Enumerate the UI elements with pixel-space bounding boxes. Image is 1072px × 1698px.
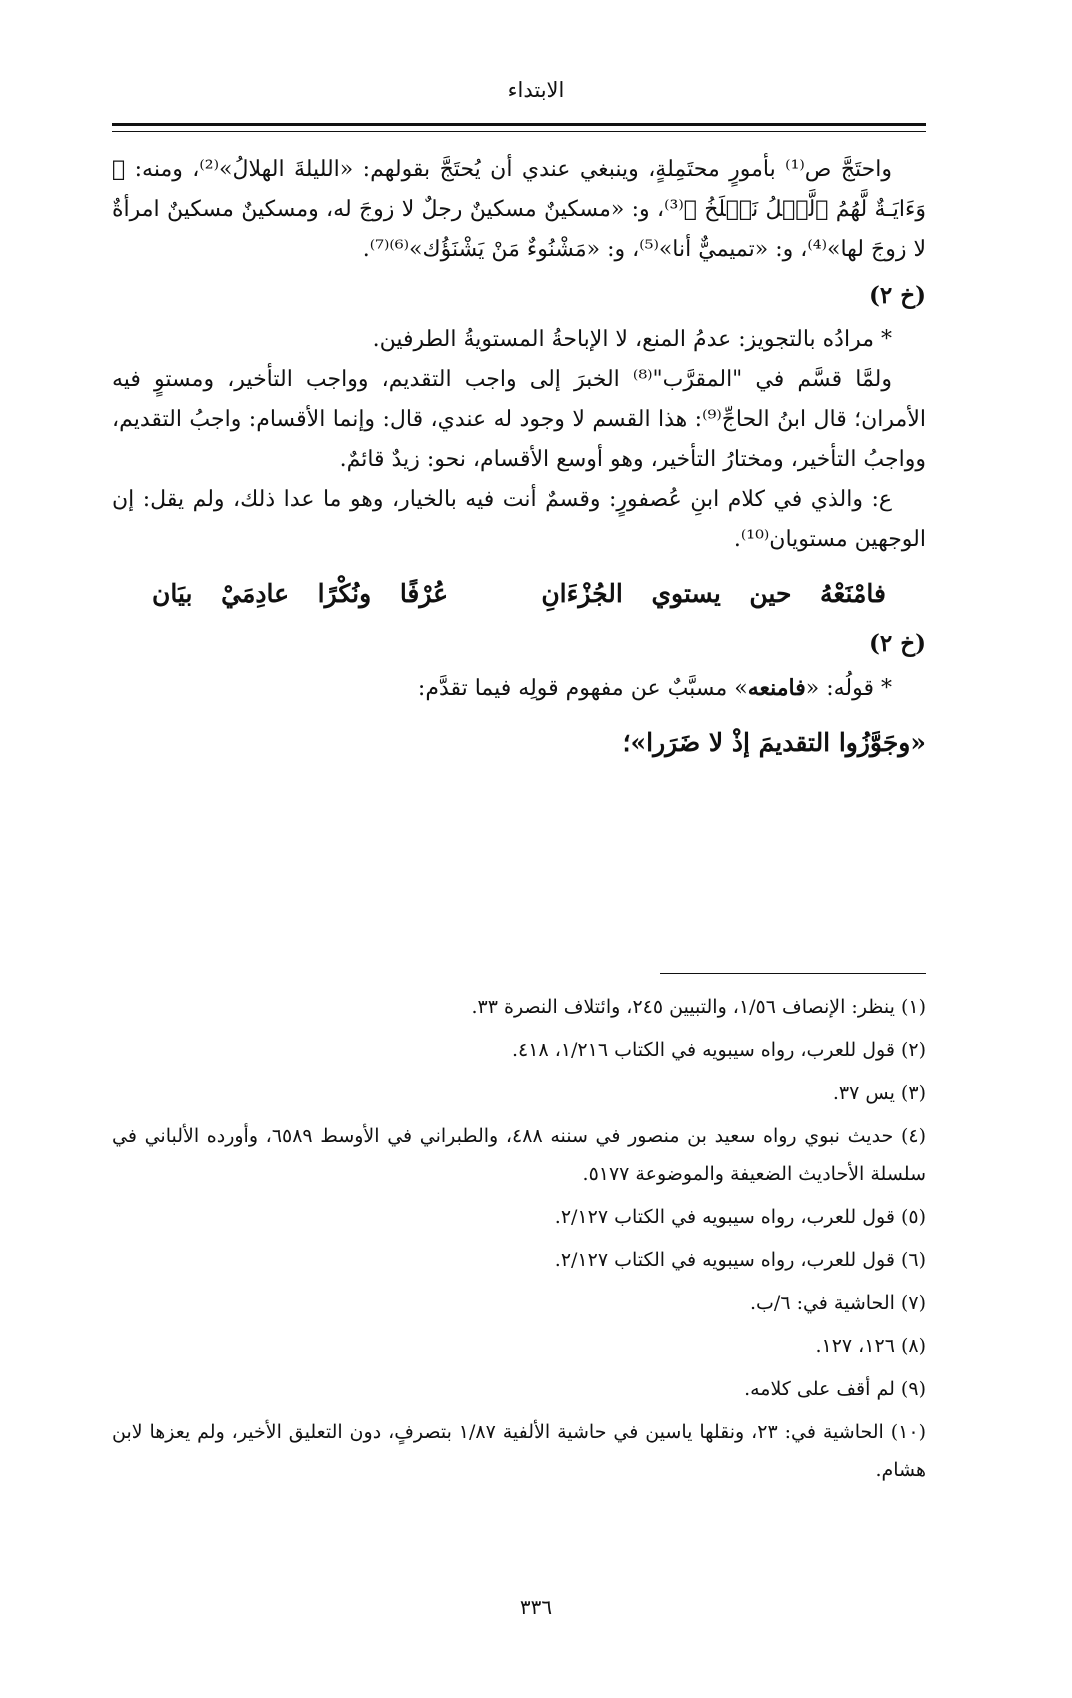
- verse-word: يستوي: [651, 579, 721, 608]
- paragraph-2: * مرادُه بالتجويز: عدمُ المنع، لا الإباحةُ المستويةُ الطرفين.: [372, 327, 892, 352]
- manuscript-marker: (خ ٢): [869, 630, 926, 657]
- footnote-divider: [660, 973, 926, 974]
- verse-word: الجُزْءَانِ: [541, 579, 623, 608]
- paragraph-5: [112, 668, 926, 709]
- footnote: (٢) قول للعرب، رواه سيبويه في الكتاب ١/٢١٦، ٤١٨.: [511, 1039, 926, 1061]
- poetry-verse: [152, 574, 886, 614]
- verse-word: فامْنَعْهُ: [820, 579, 886, 608]
- quote-rest: » مسبَّبٌ عن مفهوم قولِه فيما تقدَّم:: [417, 676, 748, 701]
- footnote: (٤) حديث نبوي رواه سعيد بن منصور في سننه ٤٨٨، والطبراني في الأوسط ٦٥٨٩، وأورده الألباني في سلسلة الأحاديث الضعيفة والموضوعة ٥١٧٧.: [112, 1125, 927, 1185]
- footnote: (١) ينظر: الإنصاف ١/٥٦، والتبيين ٢٤٥، وائتلاف النصرة ٣٣.: [471, 996, 926, 1018]
- header-rule-thin: [112, 131, 926, 132]
- quoted-verse: «وجَوَّزُوا التقديمَ إذْ لا ضَرَرا»؛: [622, 728, 926, 757]
- verse-word: ونُكْرًا: [317, 579, 372, 608]
- quote-open: * قولُه: «: [805, 676, 892, 701]
- manuscript-marker: (خ ٢): [869, 282, 926, 309]
- footnote: (٣) يس ٣٧.: [832, 1082, 926, 1104]
- quoted-word: فامنعه: [747, 675, 806, 701]
- verse-word: عادِمَيْ: [221, 579, 290, 608]
- verse-word: حين: [749, 579, 792, 608]
- paragraph-1: واحتَجَّ ص⁽¹⁾ بأمورٍ محتَمِلةٍ، وينبغي عندي أن يُحتَجَّ بقولهم: «الليلةَ الهلالُ»⁽²⁾، ومنه: ﴿ وَءَايَـةٌ لَّهُمُ ٱلَّيۡلُ نَسۡلَخُ ﴾⁽³⁾، و: «مسكينٌ مسكينٌ رجلٌ لا زوجَ له، ومسكينٌ مسكينٌ امرأةٌ لا زوجَ لها»⁽⁴⁾، و: «تميميٌّ أنا»⁽⁵⁾، و: «مَشْنُوءٌ مَنْ يَشْنَؤُك»⁽⁶⁾⁽⁷⁾.: [112, 157, 926, 262]
- paragraph-4: ع: والذي في كلام ابنِ عُصفورٍ: وقسمٌ أنت فيه بالخيار، وهو ما عدا ذلك، ولم يقل: إن الوجهين مستويان⁽¹⁰⁾.: [112, 487, 926, 552]
- paragraph-3: ولمَّا قسَّم في "المقرَّب"⁽⁸⁾ الخبرَ إلى واجب التقديم، وواجب التأخير، ومستوٍ فيه الأمران؛ قال ابنُ الحاجِّ⁽⁹⁾: هذا القسم لا وجود له عندي، قال: وإنما الأقسام: واجبُ التقديم، وواجبُ التأخير، ومختارُ التأخير، وهو أوسع الأقسام، نحو: زيدٌ قائمٌ.: [112, 367, 926, 472]
- footnote: (٩) لم أقف على كلامه.: [744, 1378, 926, 1400]
- footnote: (٧) الحاشية في: ٦/ب.: [749, 1292, 926, 1314]
- footnotes: [112, 988, 926, 1494]
- page-number: ٣٣٦: [519, 1595, 553, 1619]
- verse-word: بيَان: [152, 579, 193, 608]
- footnote: (٦) قول للعرب، رواه سيبويه في الكتاب ٢/١٢٧.: [554, 1249, 926, 1271]
- running-header: الابتداء: [507, 78, 565, 102]
- footnote: (٨) ١٢٦، ١٢٧.: [815, 1335, 926, 1357]
- footnote: (١٠) الحاشية في: ٢٣، ونقلها ياسين في حاشية الألفية ١/٨٧ بتصرفٍ، دون التعليق الأخير، ولم يعزها لابن هشام.: [112, 1421, 926, 1481]
- header-rule-thick: [112, 123, 926, 126]
- verse-word: عُرْفًا: [399, 579, 449, 608]
- main-text: [112, 150, 926, 763]
- footnote: (٥) قول للعرب، رواه سيبويه في الكتاب ٢/١٢٧.: [554, 1206, 926, 1228]
